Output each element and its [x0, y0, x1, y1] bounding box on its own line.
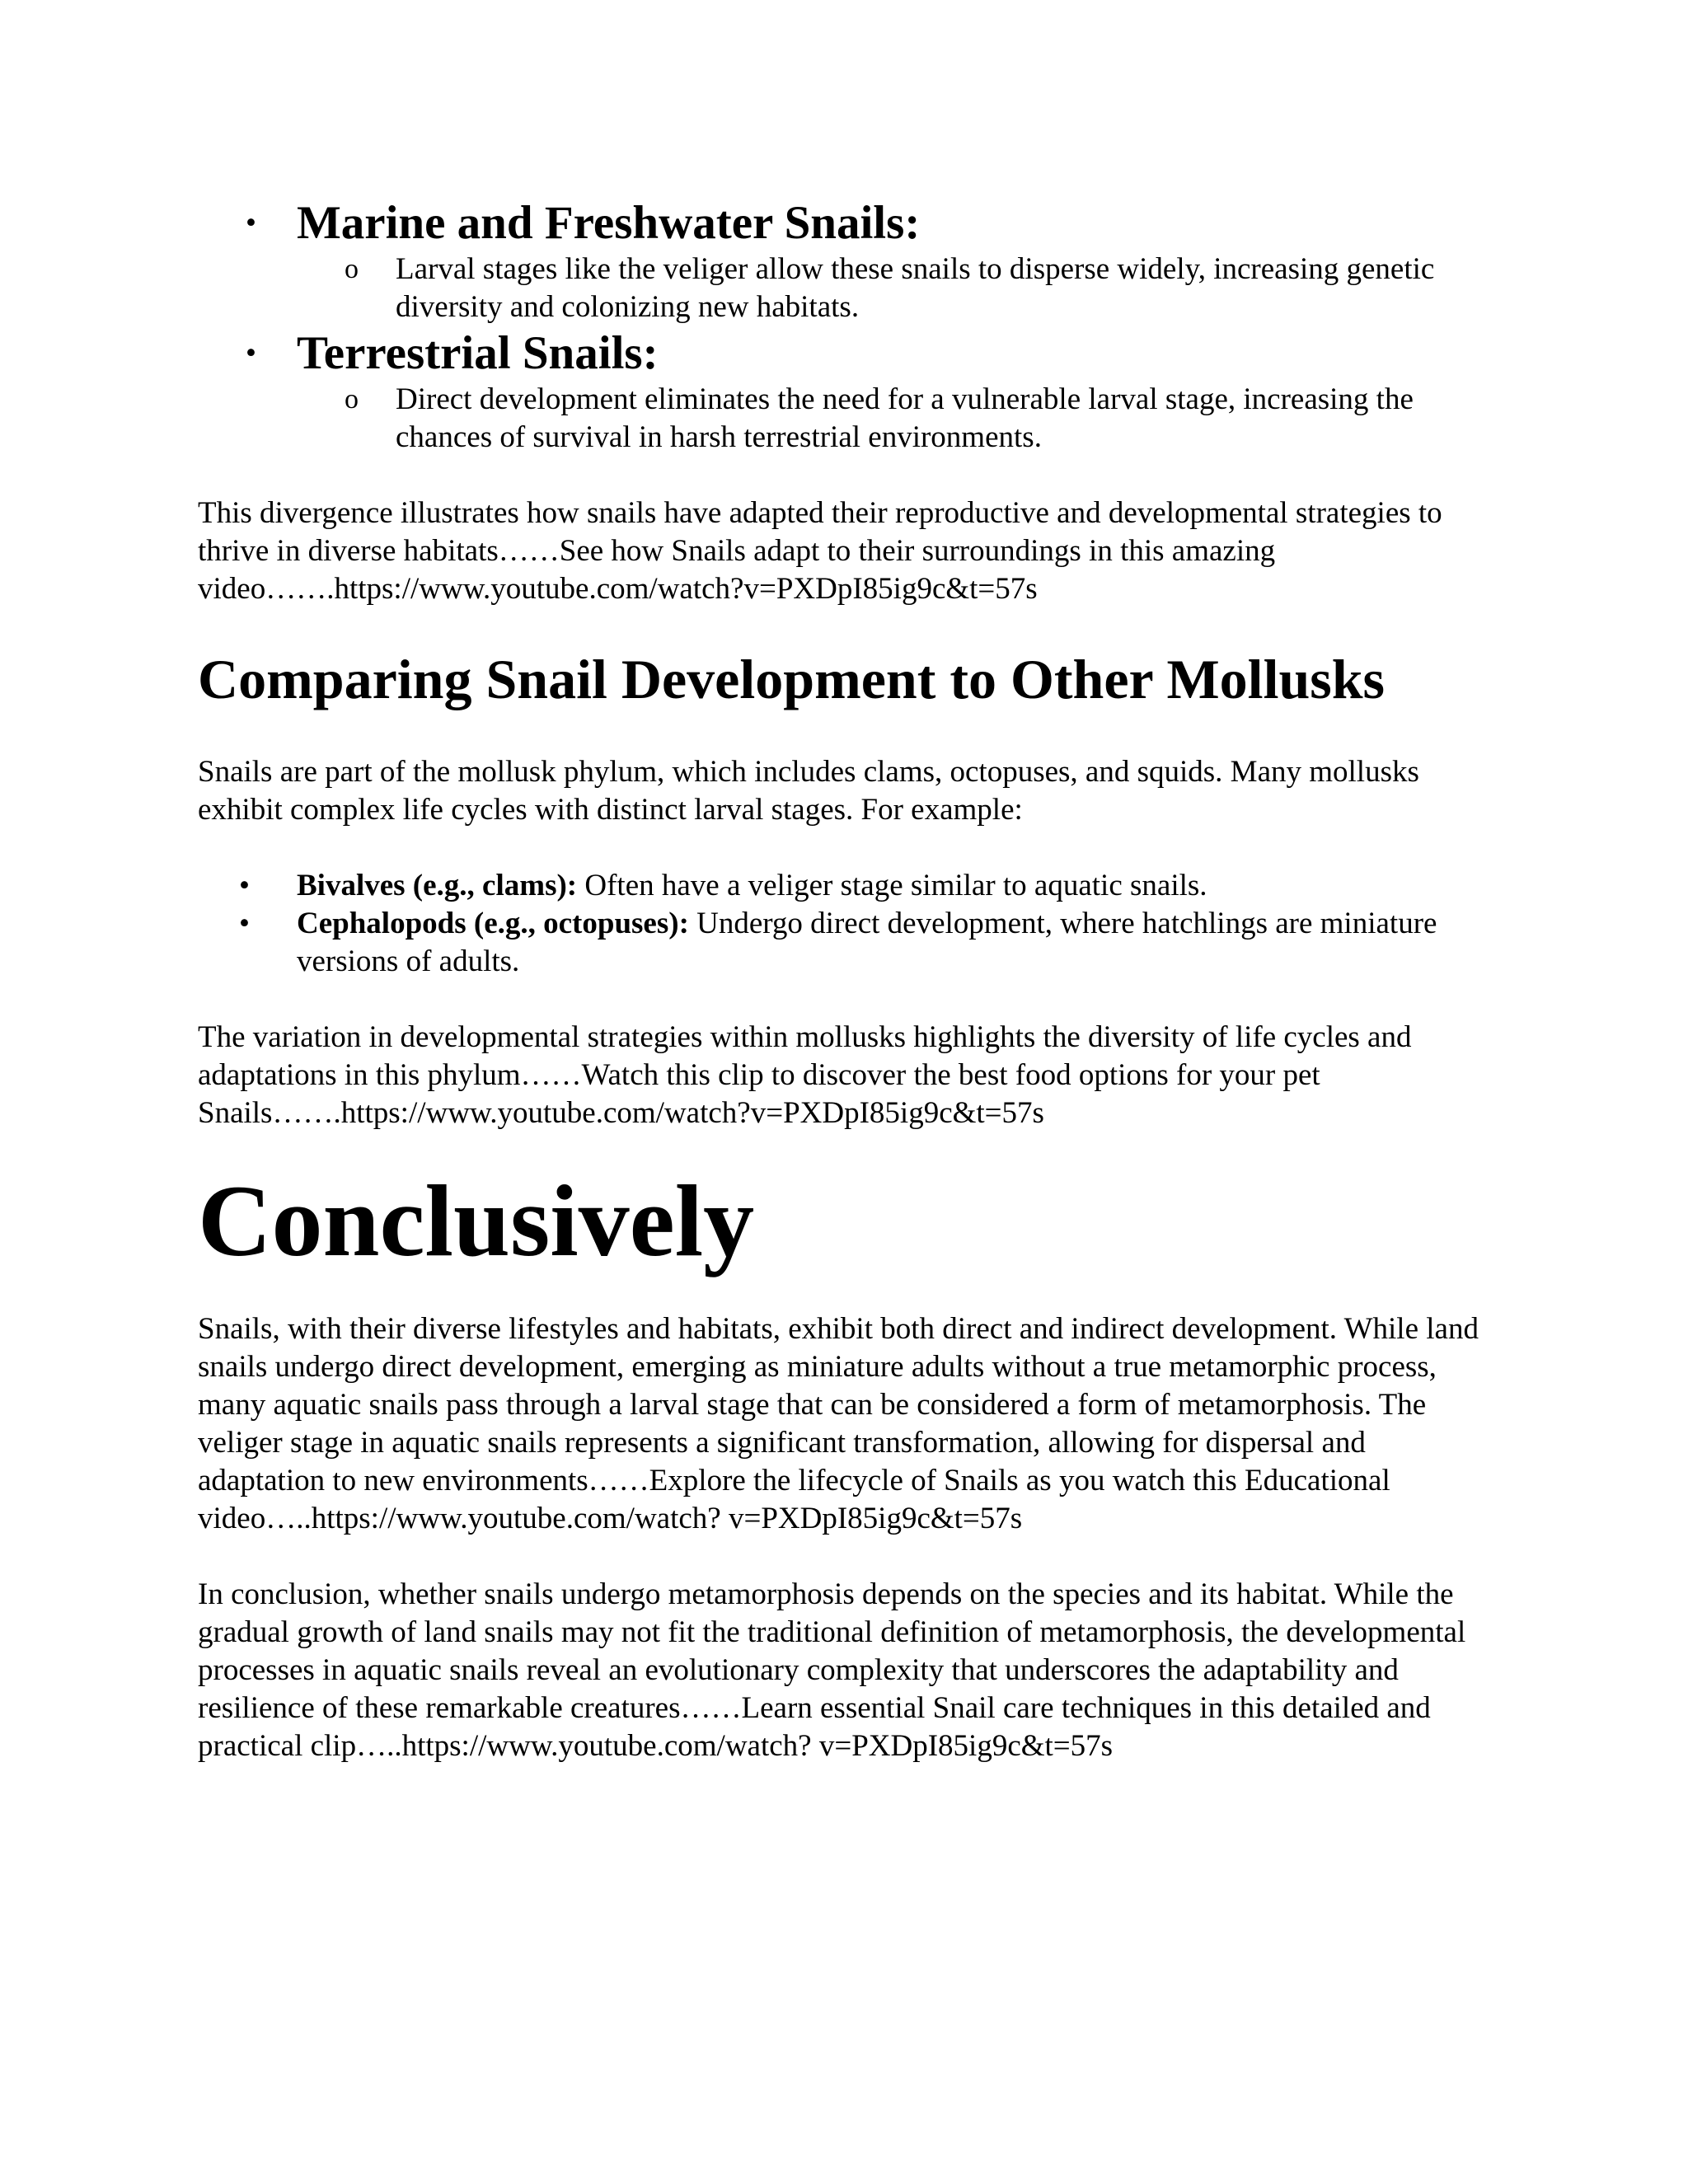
mollusk-term: Cephalopods (e.g., octopuses):	[297, 907, 689, 940]
habitat-type-heading: Terrestrial Snails:	[297, 327, 659, 379]
comparison-intro: Snails are part of the mollusk phylum, which includes clams, octopuses, and squids. Many mollusks exhibit complex life cycles with distinct larval stages. For example:	[198, 755, 1419, 827]
mollusk-description: Often have a veliger stage similar to aquatic snails.	[577, 869, 1207, 902]
mollusk-description: Undergo direct development, where hatchlings are miniature versions of adults.	[297, 907, 1437, 978]
habitat-type-terrestrial	[198, 326, 1500, 457]
divergence-paragraph: This divergence illustrates how snails have adapted their reproductive and developmental strategies to thrive in diverse habitats……See how Snails adapt to their surroundings in this amazing video…….https://www.youtube.com/watch?v=PXDpI85ig9c&t=57s	[198, 496, 1442, 606]
bullet-dot-icon: •	[239, 907, 250, 940]
habitat-sub-item	[297, 381, 1500, 457]
bullet-circle-icon: o	[345, 384, 359, 415]
document-page	[198, 196, 1500, 1765]
mollusk-item-text	[297, 905, 1500, 981]
conclusion-paragraph-1: Snails, with their diverse lifestyles and habitats, exhibit both direct and indirect development. While land snails undergo direct development, emerging as miniature adults without a true metamorphic process, many aquatic snails pass through a larval stage that can be considered a form of metamorphosis. The veliger stage in aquatic snails represents a significant transformation, allowing for dispersal and adaptation to new environments……Explore the lifecycle of Snails as you watch this Educational video…..https://www.youtube.com/watch? v=PXDpI85ig9c&t=57s	[198, 1312, 1479, 1535]
mollusk-item-cephalopods	[198, 905, 1500, 981]
bullet-dot-icon: •	[239, 869, 250, 902]
habitat-sub-list	[297, 251, 1500, 326]
mollusk-term: Bivalves (e.g., clams):	[297, 869, 578, 902]
habitat-type-marine	[198, 196, 1500, 326]
bullet-dot-icon: •	[246, 206, 256, 240]
bullet-circle-icon: o	[345, 254, 359, 284]
mollusk-list	[198, 867, 1500, 981]
habitat-point-text: Larval stages like the veliger allow these snails to disperse widely, increasing genetic diversity and colonizing new habitats.	[396, 252, 1435, 324]
conclusion-heading: Conclusively	[198, 1165, 755, 1277]
mollusk-item-bivalves	[198, 867, 1500, 905]
mollusk-item-text	[297, 867, 1500, 905]
bullet-dot-icon: •	[246, 336, 256, 370]
habitat-type-heading: Marine and Freshwater Snails:	[297, 197, 921, 249]
habitat-type-list	[198, 196, 1500, 457]
comparison-heading: Comparing Snail Development to Other Mollusks	[198, 648, 1386, 710]
comparison-closing: The variation in developmental strategies within mollusks highlights the diversity of life cycles and adaptations in this phylum……Watch this clip to discover the best food options for your pet Snails…….https://www.youtube.com/watch?v=PXDpI85ig9c&t=57s	[198, 1020, 1412, 1130]
habitat-sub-item	[297, 251, 1500, 326]
habitat-sub-list	[297, 381, 1500, 457]
conclusion-paragraph-2: In conclusion, whether snails undergo metamorphosis depends on the species and its habitat. While the gradual growth of land snails may not fit the traditional definition of metamorphosis, the developmental processes in aquatic snails reveal an evolutionary complexity that underscores the adaptability and resilience of these remarkable creatures……Learn essential Snail care techniques in this detailed and practical clip…..https://www.youtube.com/watch? v=PXDpI85ig9c&t=57s	[198, 1577, 1466, 1763]
habitat-point-text: Direct development eliminates the need for a vulnerable larval stage, increasing the chances of survival in harsh terrestrial environments.	[396, 382, 1414, 454]
